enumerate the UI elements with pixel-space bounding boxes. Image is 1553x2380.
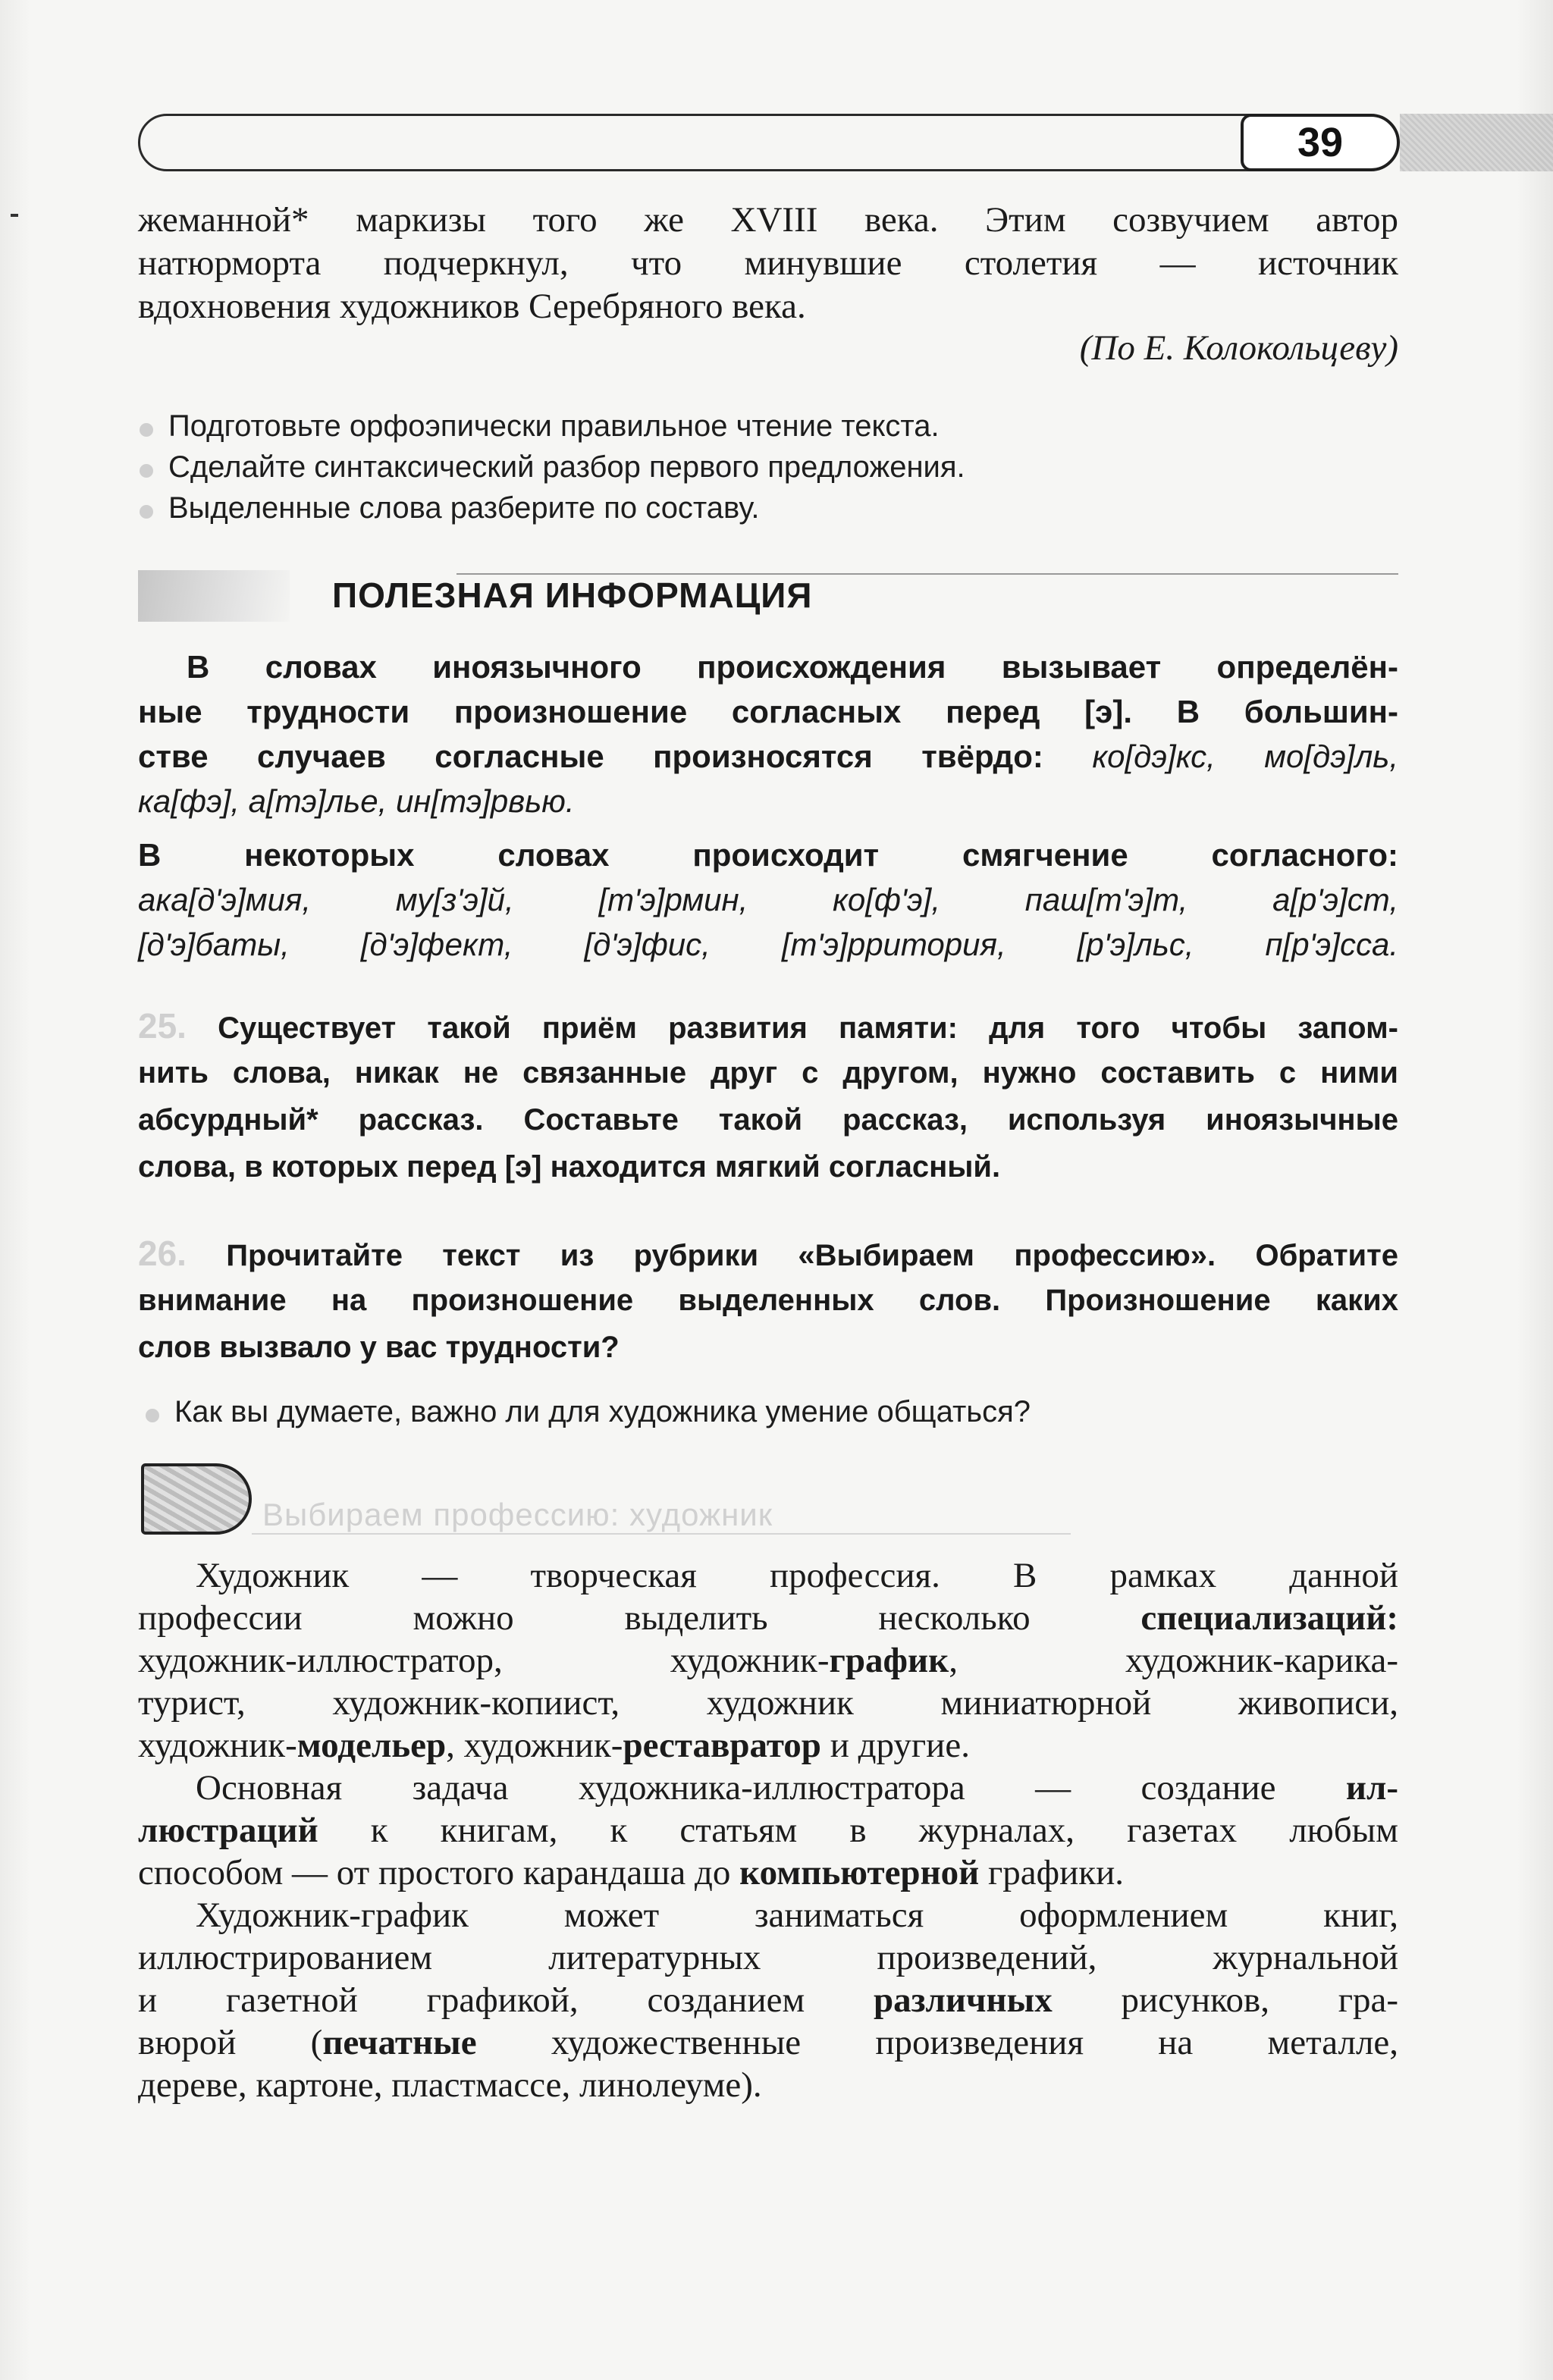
text: графики. [979,1853,1124,1892]
profession-title: Выбираем профессию: художник [262,1497,773,1532]
palette-icon [141,1463,252,1535]
text: Основная задача художника-иллюстратора — создание [196,1768,1276,1808]
profession-header [141,1463,975,1536]
text: Художник-график может заниматься оформлением книг, [196,1896,1398,1935]
rule-text: стве случаев согласные произносятся твёрдо: [138,738,1043,774]
rule-examples: [д'э]баты, [д'э]фект, [д'э]фис, [т'э]рритория, [р'э]льс, п[р'э]сса. [138,927,1398,962]
highlighted-word: различных [873,1980,1053,2020]
prof-p2-line-1 [138,1767,1398,1809]
text: , художник- [446,1726,623,1765]
task-3: Выделенные слова разберите по составу. [168,491,760,525]
prof-p3-line-2: иллюстрированием литературных произведений, журнальной [138,1938,1398,1977]
bullet-icon [146,1409,159,1422]
text: и газетной графикой, созданием [138,1980,805,2020]
exercise-25-line-4: слова, в которых перед [э] находится мягкий согласный. [138,1150,1001,1184]
prof-p3-line-1 [138,1894,1398,1936]
rule2-line-1 [138,833,1398,877]
page-number-box [1241,114,1400,171]
task-1: Подготовьте орфоэпически правильное чтение текста. [168,409,940,443]
text: художник- [138,1726,297,1765]
text: Художник — творческая профессия. В рамках данной [196,1556,1398,1595]
intro-line-3: вдохновения художников Серебряного века. [138,287,806,326]
exercise-number: 25. [138,1006,187,1046]
rule2-line-2 [138,877,1398,922]
prof-p1-line-1 [138,1554,1398,1597]
rule-line-2 [138,689,1398,734]
exercise-25-line-1 [138,1002,1398,1052]
prof-p3-line-5: дереве, картоне, пластмассе, линолеуме). [138,2065,762,2105]
rule-examples: ака[д'э]мия, му[з'э]й, [т'э]рмин, ко[ф'э], паш[т'э]т, а[р'э]ст, [138,882,1398,917]
exercise-25-line-3: абсурдный* рассказ. Составьте такой рассказ, используя иноязычные [138,1103,1398,1137]
bullet-icon [140,464,153,478]
highlighted-word: реставратор [623,1726,821,1765]
text: к книгам, к статьям в журналах, газетах любым [318,1811,1398,1850]
text: вюрой ( [138,2023,323,2062]
profession-underline [252,1533,1071,1535]
attribution: (По Е. Колокольцеву) [1079,328,1398,368]
text: и другие. [820,1726,970,1765]
intro-line-1: жеманной* маркизы того же XVIII века. Этим созвучием автор [138,200,1398,240]
highlighted-word: модельер [296,1726,447,1765]
task-2: Сделайте синтаксический разбор первого предложения. [168,450,965,484]
rule-line-3 [138,734,1398,779]
useful-info-title: ПОЛЕЗНАЯ ИНФОРМАЦИЯ [332,575,813,615]
text: способом — от простого карандаша до [138,1853,731,1892]
prof-p2-line-3 [138,1852,1398,1894]
highlighted-word: люстраций [138,1811,318,1850]
rule-text: ные трудности произношение согласных перед [э]. В большин- [138,694,1398,729]
prof-p1-line-3 [138,1639,1398,1682]
exercise-text: Существует такой приём развития памяти: для того чтобы запом- [218,1011,1398,1045]
prof-p3-line-4 [138,2021,1398,2064]
prof-p1-line-4: турист, художник-копиист, художник миниатюрной живописи, [138,1683,1398,1723]
text: художник-иллюстратор, художник- [138,1641,830,1680]
bullet-icon [140,505,153,519]
exercise-26-line-1 [138,1230,1398,1279]
corner-texture [1400,114,1553,171]
rule-text: В словах иноязычного происхождения вызывает определён- [187,649,1398,685]
exercise-26-line-3: слов вызвало у вас трудности? [138,1331,620,1364]
rule-line-1 [138,644,1398,689]
prof-p1-line-2 [138,1597,1398,1639]
exercise-26-question: Как вы думаете, важно ли для художника умение общаться? [174,1395,1031,1428]
rule-line-4 [138,779,1398,823]
highlighted-word: специализаций: [1140,1598,1398,1638]
margin-mark [11,214,18,217]
intro-line-2: натюрморта подчеркнул, что минувшие столетия — источник [138,243,1398,283]
highlighted-word: ил- [1345,1768,1398,1808]
exercise-25-line-2: нить слова, никак не связанные друг с другом, нужно составить с ними [138,1056,1398,1090]
header-tab-frame [138,114,1391,171]
prof-p2-line-2 [138,1809,1398,1852]
prof-p3-line-3 [138,1979,1398,2021]
exercise-26-line-2: внимание на произношение выделенных слов. Произношение каких [138,1284,1398,1317]
highlighted-word: график [829,1641,949,1680]
page-number: 39 [1297,120,1344,165]
info-texture [138,570,290,622]
rule2-line-3 [138,922,1398,967]
exercise-text: Прочитайте текст из рубрики «Выбираем профессию». Обратите [226,1239,1398,1272]
rule-text: В некоторых словах происходит смягчение согласного: [138,837,1398,873]
highlighted-word: печатные [322,2023,477,2062]
prof-p1-line-5 [138,1724,1398,1767]
text: , художник-карика- [949,1641,1398,1680]
rule-examples: ка[фэ], а[тэ]лье, ин[тэ]рвью. [138,783,575,819]
useful-info-header [138,570,1398,622]
text: художественные произведения на металле, [476,2023,1399,2062]
text: рисунков, гра- [1052,1980,1399,2020]
exercise-number: 26. [138,1234,187,1273]
text: профессии можно выделить несколько [138,1598,1031,1638]
rule-examples: ко[дэ]кс, мо[дэ]ль, [1092,738,1399,774]
highlighted-word: компьютерной [739,1853,980,1892]
bullet-icon [140,423,153,437]
